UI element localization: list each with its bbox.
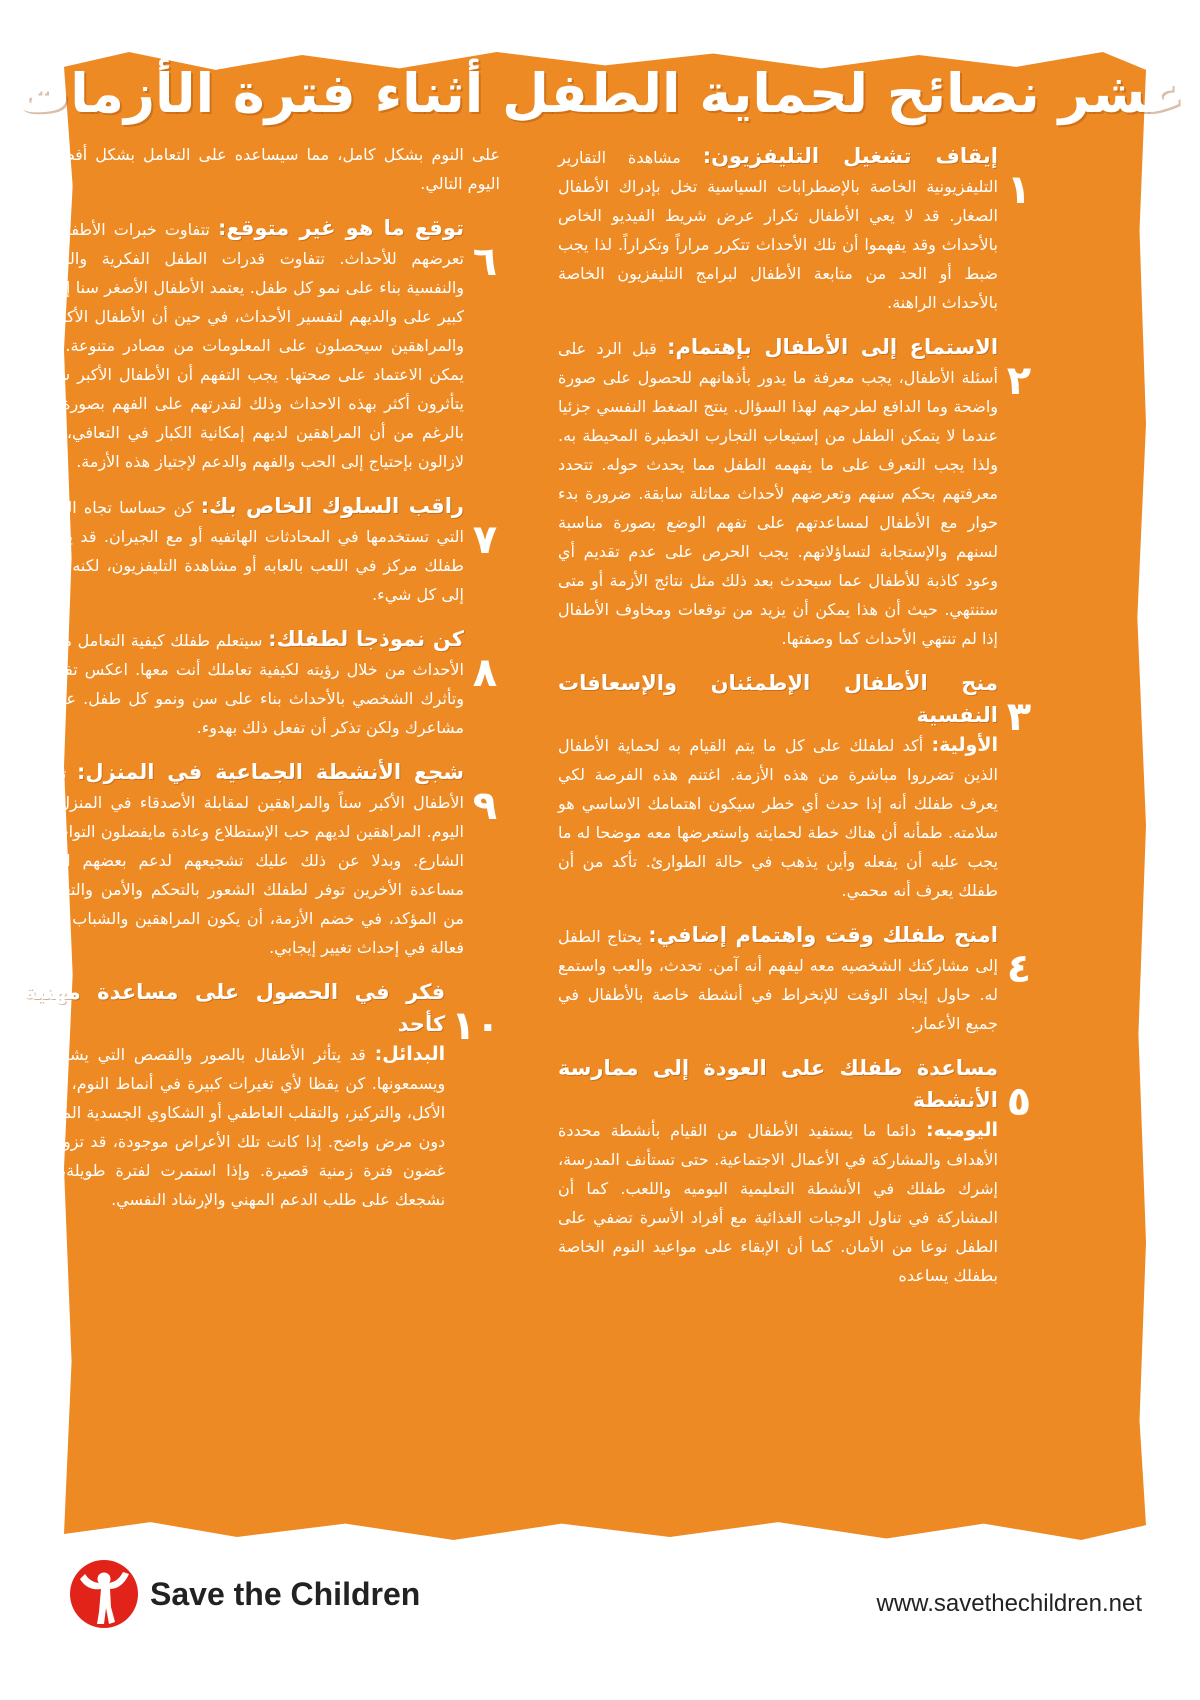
tip-title: فكر في الحصول على مساعدة مهنية كأحد	[24, 980, 446, 1036]
tip-title: مساعدة طفلك على العودة إلى ممارسة الأنشطة	[558, 1056, 998, 1112]
tip-number: ٧	[472, 517, 498, 563]
tip-text: تتفاوت خبرات الأطفال عند تعرضهم للأحداث. تتفاوت قدرات الطفل الفكرية والجسدية والنفسية بناء على نمو كل طفل. يعتمد الأطفال الأصغر سنا إلى حد كبير على والديهم لتفسير الأحداث، في حين أن الأطفال الأكبر سنا والمراهقين سيحصلون على المعلومات من مصادر متنوعة. قد لا يمكن الاعتماد على صحتها. يجب التفهم أن الأطفال الأكبر سنا قد يتأثرون أكثر بهذه الاحداث وذلك لقدرتهم على الفهم بصورة أكبر. بالرغم من أن المراهقين لديهم إمكانية الكبار في التعافي، فإنهم لازالون بإحتياج إلى الحب والفهم والدعم لإجتياز هذه الأزمة.	[24, 220, 464, 471]
save-the-children-logo-icon	[68, 1558, 140, 1630]
website-link[interactable]: www.savethechildren.net	[876, 1590, 1142, 1617]
tip-title: شجع الأنشطة الجماعية في المنزل:	[77, 760, 464, 784]
tip-text: قد يتأثر الأطفال بالصور والقصص التي يشاهدونها ويسمعونها. كن يقظا لأي تغيرات كبيرة في أنماط النوم، عادات الأكل، والتركيز، والتقلب العاطفي أو الشكاوي الجسدية المتكررة دون مرض واضح. إذا كانت تلك الأعراض موجودة، قد تزول في غضون فترة زمنية قصيرة. وإذا استمرت لفترة طويلة، نحن نشجعك على طلب الدعم المهني والإرشاد النفسي.	[24, 1045, 446, 1209]
tip-title: توقع ما هو غير متوقع:	[217, 216, 464, 240]
footer	[0, 1552, 1200, 1662]
tip-number: ١	[1006, 167, 1032, 213]
tip-text: سيتعلم طفلك كيفية التعامل مع هذه الأحداث من خلال رؤيته لكيفية تعاملك أنت معها. اعكس تفسيرك وتأثرك الشخصي بالأحداث بناء على سن ونمو كل طفل. عبر عن مشاعرك ولكن تذكر أن تفعل ذلك بهدوء.	[24, 631, 464, 737]
tip-5-continuation: على النوم بشكل كامل، مما سيساعده على التعامل بشكل أفضل مع اليوم التالي.	[24, 145, 500, 193]
tip-title-end: اليوميه:	[926, 1119, 998, 1141]
tip-10	[24, 976, 500, 1214]
tip-title-end: الأولية:	[931, 734, 998, 756]
tip-number: ٩	[472, 783, 498, 829]
tip-number: ٢	[1006, 358, 1032, 404]
tip-number: ١٠	[451, 1003, 500, 1049]
tip-text: مشاهدة التقارير التليفزيونية الخاصة بالإضطرابات السياسية تخل بإدراك الأطفال الصغار. قد لا يعي الأطفال تكرار عرض شريط الفيديو الخاص بالأحداث وقد يفهموا أن تلك الأحداث تتكرر مراراً وتكراراً. لذا يجب ضبط أو الحد من متابعة الأطفال لبرامج التليفزيون الخاصة بالأحداث الراهنة.	[558, 148, 998, 312]
tip-text: دائما ما يستفيد الأطفال من القيام بأنشطة محددة الأهداف والمشاركة في الأعمال الاجتماعية. حتى تستأنف المدرسة، إشرك طفلك في الأنشطة التعليمية اليوميه واللعب. كما أن المشاركة في تناول الوجبات الغذائية مع أفراد الأسرة تضفي على الطفل نوعا من الأمان. كما أن الإبقاء على مواعيد النوم الخاصة بطفلك يساعده	[558, 1121, 998, 1285]
tip-5	[558, 1052, 1034, 1290]
tip-title: راقب السلوك الخاص بك:	[200, 494, 464, 518]
tip-number: ٥	[1006, 1079, 1032, 1125]
tip-number: ٨	[472, 650, 498, 696]
tip-1	[558, 140, 1034, 317]
tip-number: ٦	[472, 239, 498, 285]
tip-7	[24, 490, 500, 609]
brand-name: Save the Children	[150, 1575, 421, 1612]
tip-number: ٤	[1006, 946, 1032, 992]
tip-text: قبل الرد على أسئلة الأطفال، يجب معرفة ما يدور بأذهانهم للحصول على صورة واضحة وما الدافع لطرحهم لهذا السؤال. ينتج الضغط النفسي جزئيا عندما لا يتمكن الطفل من إستيعاب التجارب الخطيرة المحيطة به. ولذا يجب التعرف على ما يفهمه الطفل مما يحدث حوله. تتحدد معرفتهم بحكم سنهم وتعرضهم لأحداث مماثلة سابقة. ضرورة بدء حوار مع الأطفال لمساعدتهم على تفهم الوضع بصورة مناسبة لسنهم والإستجابة لتساؤلاتهم. يجب الحرص على عدم تقديم أي وعود كاذبة للأطفال عما سيحدث بعد ذلك مثل نتائج الأزمة أو متى ستنتهي. حيث أن هذا يمكن أن يزيد من توقعات ومخاوف الأطفال إذا لم تنتهي الأحداث كما وصفتها.	[558, 339, 998, 648]
tip-2	[558, 331, 1034, 653]
tip-text: أكد لطفلك على كل ما يتم القيام به لحماية الأطفال الذين تضرروا مباشرة من هذه الأزمة. اغتنم هذه الفرصة لكي يعرف طفلك أنه إذا حدث أي خطر سيكون اهتمامك الاساسي هو سلامته. طمأنه أن هناك خطة لحمايته واستعرضها معه موضحا له ما يجب عليه أن يفعله وأين يذهب في حالة الطوارئ. تأكد من أن طفلك يعرف أنه محمي.	[558, 736, 998, 900]
page-title: عشر نصائح لحماية الطفل أثناء فترة الأزمات	[15, 62, 1185, 125]
tip-9	[24, 756, 500, 962]
tip-title: كن نموذجا لطفلك:	[268, 627, 464, 651]
tip-title: منح الأطفال الإطمئنان والإسعافات النفسية	[558, 671, 998, 727]
right-column	[558, 140, 1034, 1304]
tip-title: إيقاف تشغيل التليفزيون:	[702, 144, 998, 168]
tip-text: يحتاج الطفل إلى مشاركتك الشخصيه معه ليفهم أنه آمن. تحدث، والعب واستمع له. حاول إيجاد الوقت للإنخراط في أنشطة خاصة بالأطفال في جميع الأعمار.	[558, 927, 998, 1033]
tip-8	[24, 623, 500, 742]
tip-title: الاستماع إلى الأطفال بإهتمام:	[667, 335, 999, 359]
left-column	[24, 140, 500, 1228]
tip-text: تشجيع الأطفال الأكبر سناً والمراهقين لمقابلة الأصدقاء في المنزل أثناء اليوم. المراهقين لديهم حب الإستطلاع وعادة مايفضلون التواجد في الشارع. وبدلا عن ذلك عليك تشجيعهم لدعم بعضهم البعض. مساعدة الأخرين توفر لطفلك الشعور بالتحكم والأمن والتعاطف. من المؤكد، في خضم الأزمة، أن يكون المراهقين والشباب عناصر فعالة في إحداث تغيير إيجابي.	[24, 764, 464, 957]
tip-6	[24, 212, 500, 476]
tip-number: ٣	[1006, 694, 1032, 740]
tip-title-end: البدائل:	[374, 1043, 446, 1065]
logo[interactable]	[68, 1558, 420, 1630]
tip-text: كن حساسا تجاه الكلمات التي تستخدمها في المحادثات الهاتفيه أو مع الجيران. قد يبدو أن طفلك مركز في اللعب بالعابه أو مشاهدة التليفزيون، لكنه يستمع إلى كل شيء.	[24, 498, 464, 604]
tip-4	[558, 919, 1034, 1038]
tip-title: امنح طفلك وقت واهتمام إضافي:	[648, 923, 998, 947]
tip-3	[558, 667, 1034, 905]
